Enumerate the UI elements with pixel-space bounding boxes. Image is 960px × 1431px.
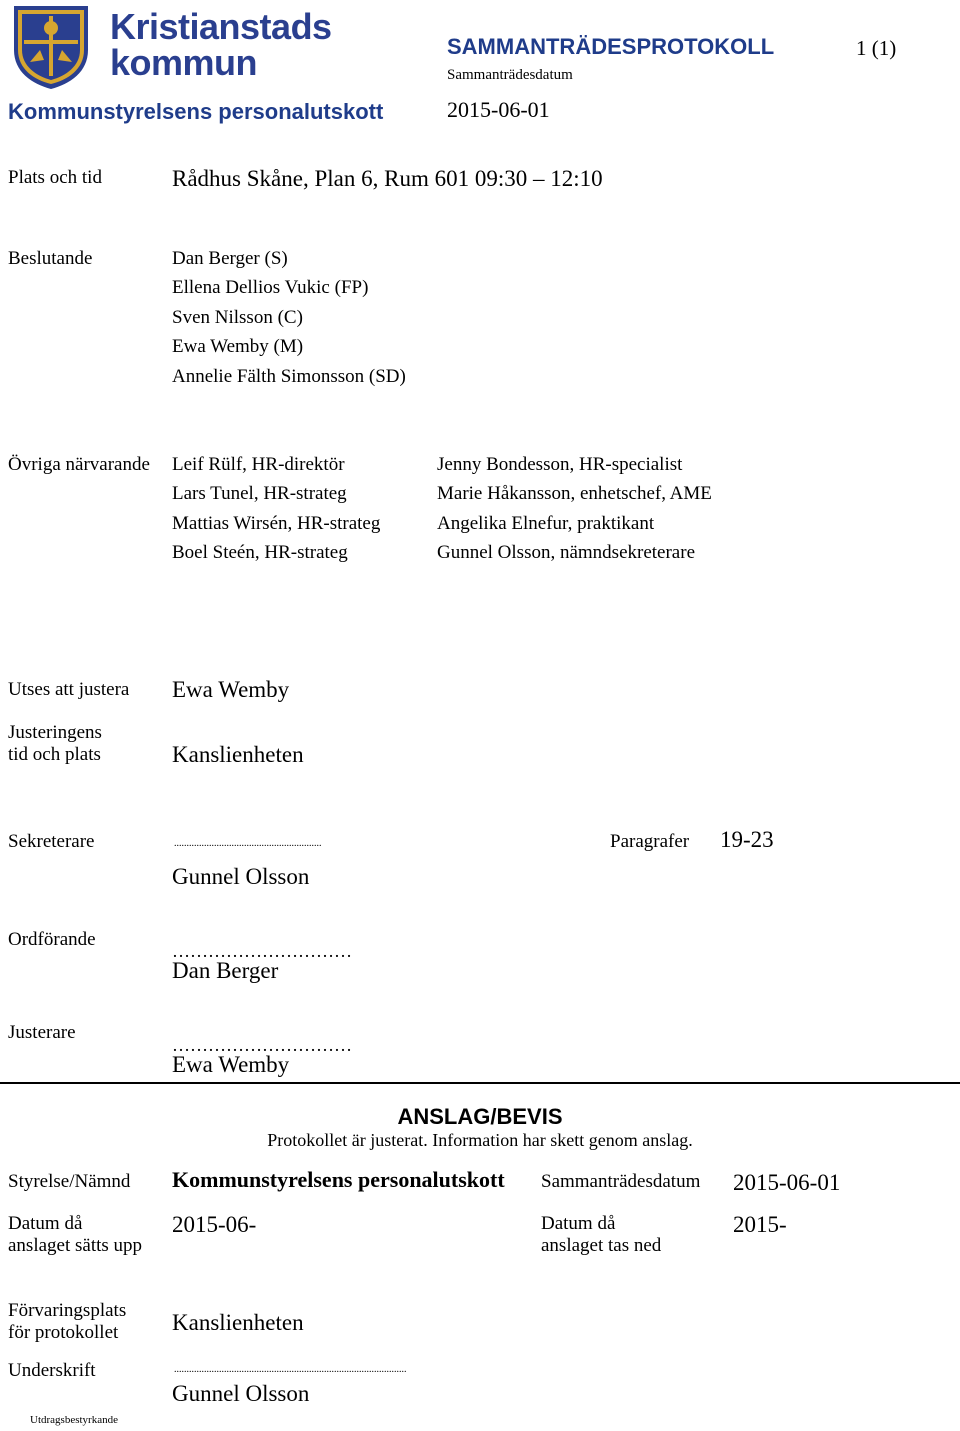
paragraphs-label: Paragrafer bbox=[610, 831, 690, 852]
municipality-logo bbox=[10, 4, 92, 90]
storage-value: Kanslienheten bbox=[172, 1310, 304, 1335]
decision-makers-label: Beslutande bbox=[8, 248, 93, 269]
removed-date-value: 2015- bbox=[733, 1212, 787, 1237]
removed-date-label-2: anslaget tas ned bbox=[541, 1235, 662, 1256]
adjust-time-place-label-1: Justeringens bbox=[8, 722, 102, 743]
list-item: Mattias Wirsén, HR-strateg bbox=[172, 513, 381, 534]
chair-name: Dan Berger bbox=[172, 958, 279, 983]
secretary-name: Gunnel Olsson bbox=[172, 864, 310, 889]
notice-subtitle: Protokollet är justerat. Information har skett genom anslag. bbox=[267, 1130, 693, 1150]
notice-title: ANSLAG/BEVIS bbox=[397, 1104, 563, 1129]
logo-text-line1: Kristianstads bbox=[110, 6, 332, 47]
others-present-label: Övriga närvarande bbox=[8, 454, 150, 475]
secretary-label: Sekreterare bbox=[8, 831, 95, 852]
list-item: Gunnel Olsson, nämndsekreterare bbox=[437, 542, 696, 563]
board-value: Kommunstyrelsens personalutskott bbox=[172, 1167, 505, 1192]
list-item: Marie Håkansson, enhetschef, AME bbox=[437, 483, 712, 504]
meeting-date-label: Sammanträdesdatum bbox=[447, 67, 573, 83]
signature-line: ............................................................................................. bbox=[174, 1364, 407, 1375]
board-label: Styrelse/Nämnd bbox=[8, 1171, 131, 1192]
removed-date-label-1: Datum då bbox=[541, 1213, 616, 1234]
section-divider bbox=[0, 1082, 960, 1084]
signature-label: Underskrift bbox=[8, 1360, 96, 1381]
posted-date-value: 2015-06- bbox=[172, 1212, 257, 1237]
posted-date-label-2: anslaget sätts upp bbox=[8, 1235, 143, 1256]
document-type: SAMMANTRÄDESPROTOKOLL bbox=[447, 34, 775, 59]
list-item: Leif Rülf, HR-direktör bbox=[172, 454, 345, 475]
adjust-time-place-label-2: tid och plats bbox=[8, 744, 101, 765]
posted-date-label-1: Datum då bbox=[8, 1213, 83, 1234]
coat-of-arms-icon bbox=[10, 4, 92, 90]
list-item: Lars Tunel, HR-strateg bbox=[172, 483, 347, 504]
paragraphs-value: 19-23 bbox=[720, 827, 774, 852]
secretary-signature-line: ........................................................... bbox=[174, 838, 322, 849]
page-number: 1 (1) bbox=[856, 36, 897, 60]
certified-copy-footer: Utdragsbestyrkande bbox=[30, 1414, 118, 1426]
list-item: Jenny Bondesson, HR-specialist bbox=[437, 454, 683, 475]
appointed-adjuster-value: Ewa Wemby bbox=[172, 677, 290, 702]
adjuster-name: Ewa Wemby bbox=[172, 1052, 290, 1077]
list-item: Annelie Fälth Simonsson (SD) bbox=[172, 366, 406, 387]
adjuster-signature-line: ………………………… bbox=[172, 1035, 352, 1055]
committee-name: Kommunstyrelsens personalutskott bbox=[8, 99, 384, 124]
notice-meeting-date-label: Sammanträdesdatum bbox=[541, 1171, 701, 1192]
meeting-date: 2015-06-01 bbox=[447, 97, 550, 122]
list-item: Boel Steén, HR-strateg bbox=[172, 542, 348, 563]
list-item: Ewa Wemby (M) bbox=[172, 336, 304, 357]
place-label: Plats och tid bbox=[8, 167, 102, 188]
chair-signature-line: ………………………… bbox=[172, 941, 352, 961]
place-value: Rådhus Skåne, Plan 6, Rum 601 09:30 – 12:10 bbox=[172, 166, 603, 191]
adjust-time-place-value: Kanslienheten bbox=[172, 742, 304, 767]
logo-text-line2: kommun bbox=[110, 42, 258, 83]
chair-label: Ordförande bbox=[8, 929, 96, 950]
appointed-adjuster-label: Utses att justera bbox=[8, 679, 130, 700]
list-item: Dan Berger (S) bbox=[172, 248, 288, 269]
adjuster-label: Justerare bbox=[8, 1022, 76, 1043]
list-item: Sven Nilsson (C) bbox=[172, 307, 303, 328]
signature-name: Gunnel Olsson bbox=[172, 1381, 310, 1406]
notice-meeting-date-value: 2015-06-01 bbox=[733, 1170, 841, 1195]
storage-label-2: för protokollet bbox=[8, 1322, 119, 1343]
list-item: Ellena Dellios Vukic (FP) bbox=[172, 277, 369, 298]
storage-label-1: Förvaringsplats bbox=[8, 1300, 127, 1321]
list-item: Angelika Elnefur, praktikant bbox=[437, 513, 655, 534]
